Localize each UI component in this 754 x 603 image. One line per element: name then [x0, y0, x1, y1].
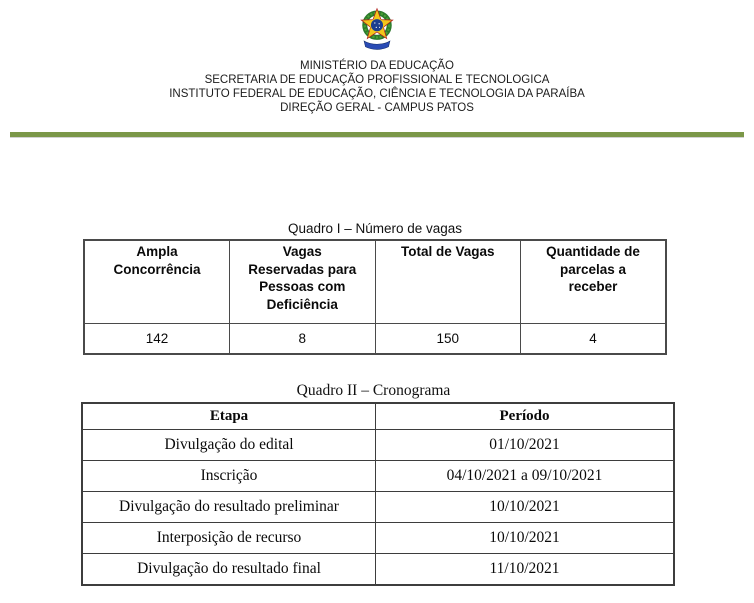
- letterhead-line-direcao: DIREÇÃO GERAL - CAMPUS PATOS: [280, 102, 474, 114]
- etapa-cell: Inscrição: [82, 461, 376, 492]
- vagas-table-data-row: [84, 324, 666, 355]
- letterhead-line-instituto: INSTITUTO FEDERAL DE EDUCAÇÃO, CIÊNCIA E TECNOLOGIA DA PARAÍBA: [169, 88, 585, 100]
- header-line: Quantidade de: [546, 244, 640, 259]
- etapa-cell: Divulgação do edital: [82, 430, 376, 461]
- letterhead: [0, 59, 754, 115]
- letterhead-line-secretaria: SECRETARIA DE EDUCAÇÃO PROFISSIONAL E TECNOLOGICA: [204, 74, 550, 86]
- brazil-coat-of-arms-icon: [354, 5, 400, 54]
- header-cell-total-vagas: [375, 240, 521, 324]
- header-cell-etapa: Etapa: [82, 403, 376, 430]
- header-line: Concorrência: [113, 261, 201, 277]
- logo-container: [0, 5, 754, 59]
- periodo-cell: 11/10/2021: [376, 554, 675, 586]
- value-ampla-concorrencia: 142: [84, 324, 230, 355]
- header-cell-parcelas: [521, 240, 667, 324]
- quadro1-title: Quadro I – Número de vagas: [287, 221, 463, 236]
- cronograma-table: [81, 402, 675, 586]
- header-line: parcelas a: [559, 261, 627, 277]
- value-total-vagas: 150: [375, 324, 521, 355]
- header-line: Vagas: [282, 244, 322, 259]
- periodo-cell: 10/10/2021: [376, 523, 675, 554]
- cronograma-header-row: [82, 403, 674, 430]
- letterhead-line-ministry: MINISTÉRIO DA EDUCAÇÃO: [300, 60, 454, 72]
- header-line: Ampla: [136, 244, 178, 259]
- etapa-cell: Divulgação do resultado final: [82, 554, 376, 586]
- vagas-table-header-row: [84, 240, 666, 324]
- quadro2-title: Quadro II – Cronograma: [296, 382, 451, 399]
- header-divider: [10, 132, 744, 138]
- etapa-cell: Divulgação do resultado preliminar: [82, 492, 376, 523]
- header-cell-vagas-reservadas: [230, 240, 376, 324]
- periodo-cell: 01/10/2021: [376, 430, 675, 461]
- header-line: Total de Vagas: [400, 244, 495, 259]
- header-cell-periodo: Período: [376, 403, 675, 430]
- value-vagas-reservadas: 8: [230, 324, 376, 355]
- cronograma-row: [82, 492, 674, 523]
- header-line: receber: [568, 279, 618, 294]
- cronograma-row: [82, 430, 674, 461]
- periodo-cell: 10/10/2021: [376, 492, 675, 523]
- cronograma-row: [82, 554, 674, 586]
- etapa-cell: Interposição de recurso: [82, 523, 376, 554]
- periodo-cell: 04/10/2021 a 09/10/2021: [376, 461, 675, 492]
- header-line: Pessoas com: [259, 279, 346, 294]
- cronograma-row: [82, 461, 674, 492]
- cronograma-row: [82, 523, 674, 554]
- vagas-table: [83, 239, 667, 355]
- header-line: Deficiência: [266, 296, 338, 312]
- value-parcelas: 4: [521, 324, 667, 355]
- header-line: Reservadas para: [248, 261, 357, 277]
- header-cell-ampla-concorrencia: [84, 240, 230, 324]
